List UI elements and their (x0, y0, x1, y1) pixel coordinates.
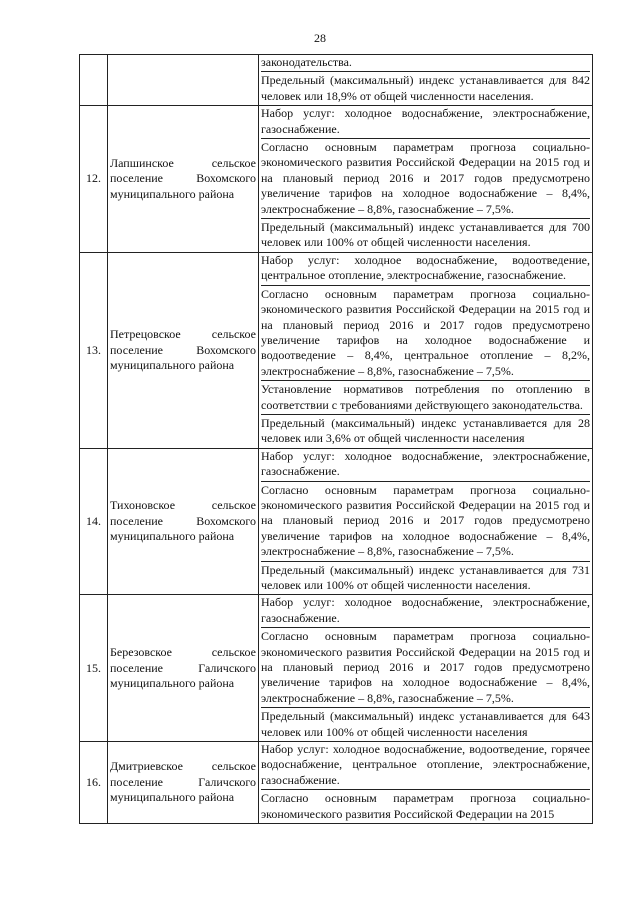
description-cell (259, 595, 593, 742)
description-paragraph: Предельный (максимальный) индекс устанавливается для 731 человек или 100% от общей численности населения. (261, 561, 590, 595)
description-paragraph: Набор услуг: холодное водоснабжение, электроснабжение, газоснабжение. (261, 106, 590, 136)
row-number: 12. (80, 106, 108, 253)
description-paragraph: Набор услуг: холодное водоснабжение, водоотведение, горячее водоснабжение, центральное отопление, электроснабжение, газоснабжение. (261, 742, 590, 787)
table-row (80, 252, 593, 448)
description-cell (259, 106, 593, 253)
description-paragraph: Согласно основным параметрам прогноза социально-экономического развития Российской Федерации на 2015 (261, 789, 590, 823)
description-cell (259, 448, 593, 595)
table-row (80, 742, 593, 824)
description-paragraph: законодательства. (261, 55, 352, 69)
row-number (80, 55, 108, 106)
description-cell (259, 742, 593, 824)
description-paragraph: Согласно основным параметрам прогноза социально-экономического развития Российской Федерации на 2015 год и на плановый период 2016 и 2017 годов предусмотрено увеличение тарифов на холодное водоснабжение – 8,4%, электроснабжение – 8,8%, газоснабжение – 7,5%. (261, 481, 590, 561)
settlement-name: Тихоновское сельское поселение Вохомского муниципального района (108, 448, 259, 595)
description-paragraph: Согласно основным параметрам прогноза социально-экономического развития Российской Федерации на 2015 год и на плановый период 2016 и 2017 годов предусмотрено увеличение тарифов на холодное водоснабжение и водоотведение – 8,4%, центральное отопление – 8,2%, электроснабжение – 8,8%, газоснабжение – 7,5%. (261, 285, 590, 380)
description-paragraph: Набор услуг: холодное водоснабжение, электроснабжение, газоснабжение. (261, 448, 590, 479)
settlement-name (108, 55, 259, 106)
description-paragraph: Предельный (максимальный) индекс устанавливается для 28 человек или 3,6% от общей численности населения (261, 414, 590, 448)
description-paragraph: Предельный (максимальный) индекс устанавливается для 842 человек или 18,9% от общей численности населения. (261, 71, 590, 105)
table-row (80, 55, 593, 106)
settlement-name: Дмитриевское сельское поселение Галичского муниципального района (108, 742, 259, 824)
description-paragraph: Набор услуг: холодное водоснабжение, водоотведение, центральное отопление, электроснабжение, газоснабжение. (261, 252, 590, 283)
description-paragraph: Предельный (максимальный) индекс устанавливается для 700 человек или 100% от общей численности населения. (261, 218, 590, 252)
description-paragraph: Согласно основным параметрам прогноза социально-экономического развития Российской Федерации на 2015 год и на плановый период 2016 и 2017 годов предусмотрено увеличение тарифов на холодное водоснабжение – 8,4%, электроснабжение – 8,8%, газоснабжение – 7,5%. (261, 138, 590, 218)
page-number: 28 (314, 31, 326, 45)
table-row (80, 106, 593, 253)
row-number: 15. (80, 595, 108, 742)
row-number: 13. (80, 252, 108, 448)
description-cell (259, 55, 593, 106)
settlement-name: Лапшинское сельское поселение Вохомского муниципального района (108, 106, 259, 253)
row-number: 16. (80, 742, 108, 824)
table-row (80, 448, 593, 595)
description-paragraph: Согласно основным параметрам прогноза социально-экономического развития Российской Федерации на 2015 год и на плановый период 2016 и 2017 годов предусмотрено увеличение тарифов на холодное водоснабжение – 8,4%, электроснабжение – 8,8%, газоснабжение – 7,5%. (261, 627, 590, 707)
table-row (80, 595, 593, 742)
description-cell (259, 252, 593, 448)
settlement-name: Петрецовское сельское поселение Вохомского муниципального района (108, 252, 259, 448)
settlement-name: Березовское сельское поселение Галичского муниципального района (108, 595, 259, 742)
description-paragraph: Предельный (максимальный) индекс устанавливается для 643 человек или 100% от общей численности населения (261, 707, 590, 741)
table-body (80, 55, 593, 824)
description-paragraph: Набор услуг: холодное водоснабжение, электроснабжение, газоснабжение. (261, 595, 590, 625)
settlements-table (79, 54, 593, 824)
row-number: 14. (80, 448, 108, 595)
description-paragraph: Установление нормативов потребления по отоплению в соответствии с требованиями действующего законодательства. (261, 380, 590, 414)
